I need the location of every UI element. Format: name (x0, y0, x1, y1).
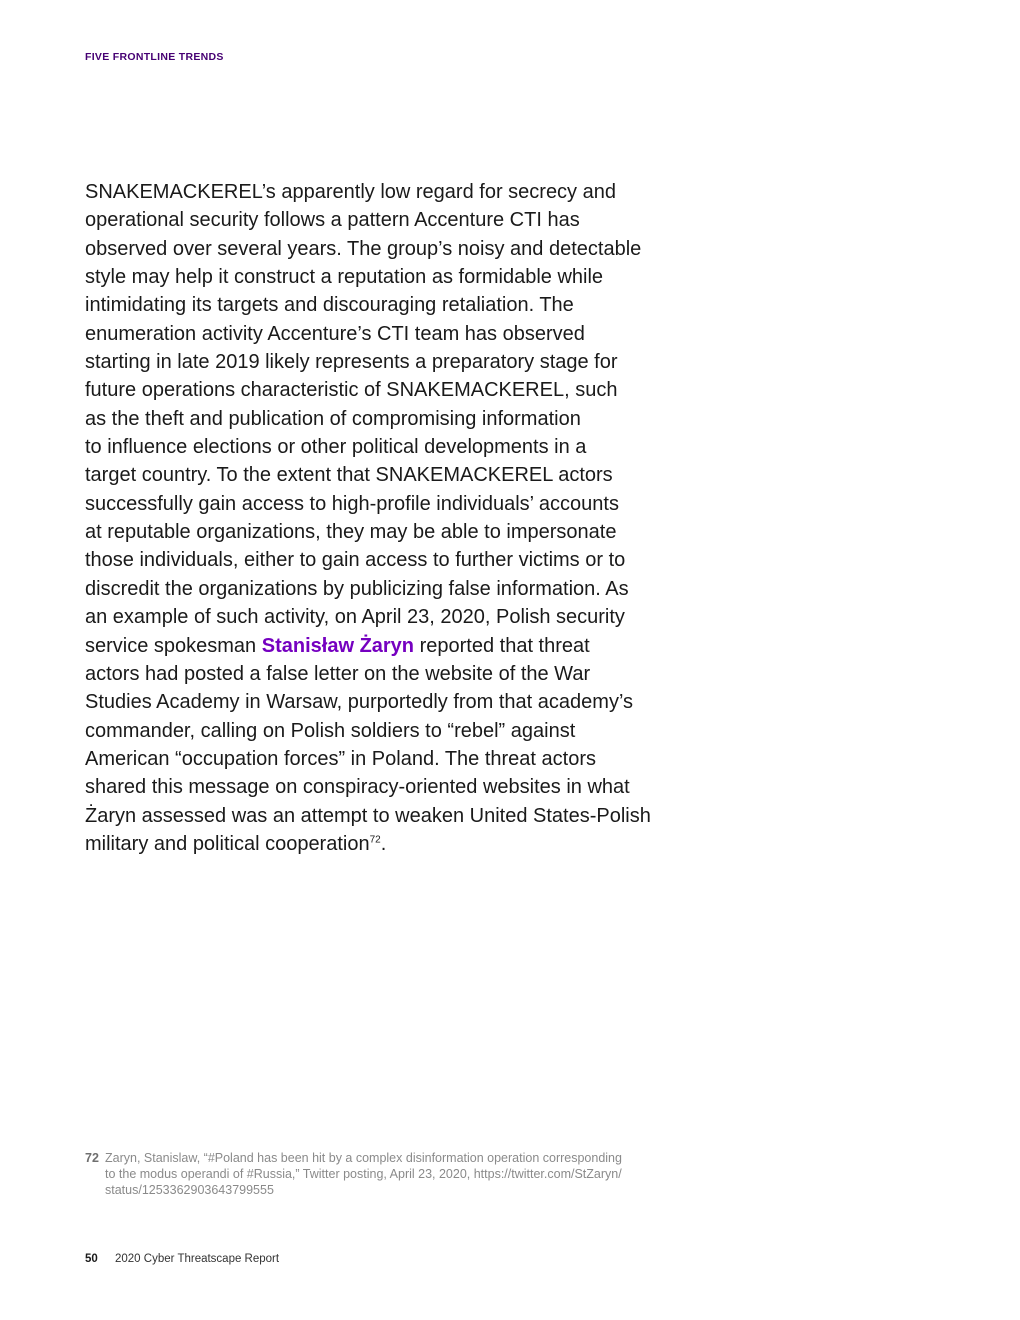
footnote-line: status/1253362903643799555 (105, 1183, 274, 1197)
person-name-link[interactable]: Stanisław Żaryn (261, 634, 415, 657)
body-line: intimidating its targets and discouraging retaliation. The (85, 294, 574, 317)
body-line: to influence elections or other political developments in a (85, 436, 587, 459)
body-line: future operations characteristic of SNAKEMACKEREL, such (85, 379, 618, 402)
body-line: shared this message on conspiracy-oriented websites in what (85, 776, 630, 799)
page-number: 50 (85, 1253, 98, 1265)
body-line: successfully gain access to high-profile individuals’ accounts (85, 492, 619, 515)
body-line: starting in late 2019 likely represents a preparatory stage for (85, 351, 618, 374)
footnote-line: Zaryn, Stanislaw, “#Poland has been hit by a complex disinformation operation corresponding (105, 1151, 622, 1165)
page-footer (85, 1253, 279, 1265)
body-text-segment: service spokesman (85, 634, 262, 657)
footnote-number: 72 (85, 1151, 99, 1165)
body-line: Studies Academy in Warsaw, purportedly from that academy’s (85, 691, 634, 714)
body-line: discredit the organizations by publicizing false information. As (85, 577, 629, 600)
footnote-reference[interactable]: 72 (369, 834, 381, 846)
body-line: an example of such activity, on April 23, 2020, Polish security (85, 606, 625, 629)
body-line: SNAKEMACKEREL’s apparently low regard for secrecy and (85, 181, 616, 203)
body-line: observed over several years. The group’s noisy and detectable (85, 237, 642, 260)
body-paragraph (85, 178, 675, 858)
body-line-last (85, 830, 675, 858)
body-line: Żaryn assessed was an attempt to weaken United States-Polish (85, 804, 651, 827)
body-line: target country. To the extent that SNAKEMACKEREL actors (85, 464, 613, 487)
body-text-segment: reported that threat (414, 634, 590, 657)
body-line: at reputable organizations, they may be able to impersonate (85, 521, 617, 544)
body-line: American “occupation forces” in Poland. The threat actors (85, 747, 596, 770)
body-line: commander, calling on Polish soldiers to “rebel” against (85, 719, 576, 742)
report-title: 2020 Cyber Threatscape Report (115, 1253, 280, 1265)
body-line-with-link (85, 632, 675, 660)
body-line: actors had posted a false letter on the website of the War (85, 662, 591, 685)
footnote-line: to the modus operandi of #Russia,” Twitter posting, April 23, 2020, https://twitter.com/StZaryn/ (105, 1167, 622, 1181)
section-label: FIVE FRONTLINE TRENDS (85, 51, 224, 63)
footnote-text (105, 1150, 725, 1198)
body-text-segment: . (380, 832, 387, 855)
body-line: as the theft and publication of compromising information (85, 407, 581, 430)
body-text-segment: military and political cooperation (85, 832, 370, 855)
body-line: those individuals, either to gain access to further victims or to (85, 549, 626, 572)
body-line: enumeration activity Accenture’s CTI team has observed (85, 322, 585, 345)
body-line: style may help it construct a reputation as formidable while (85, 266, 604, 289)
footnote (85, 1150, 725, 1198)
body-line: operational security follows a pattern Accenture CTI has (85, 209, 580, 232)
